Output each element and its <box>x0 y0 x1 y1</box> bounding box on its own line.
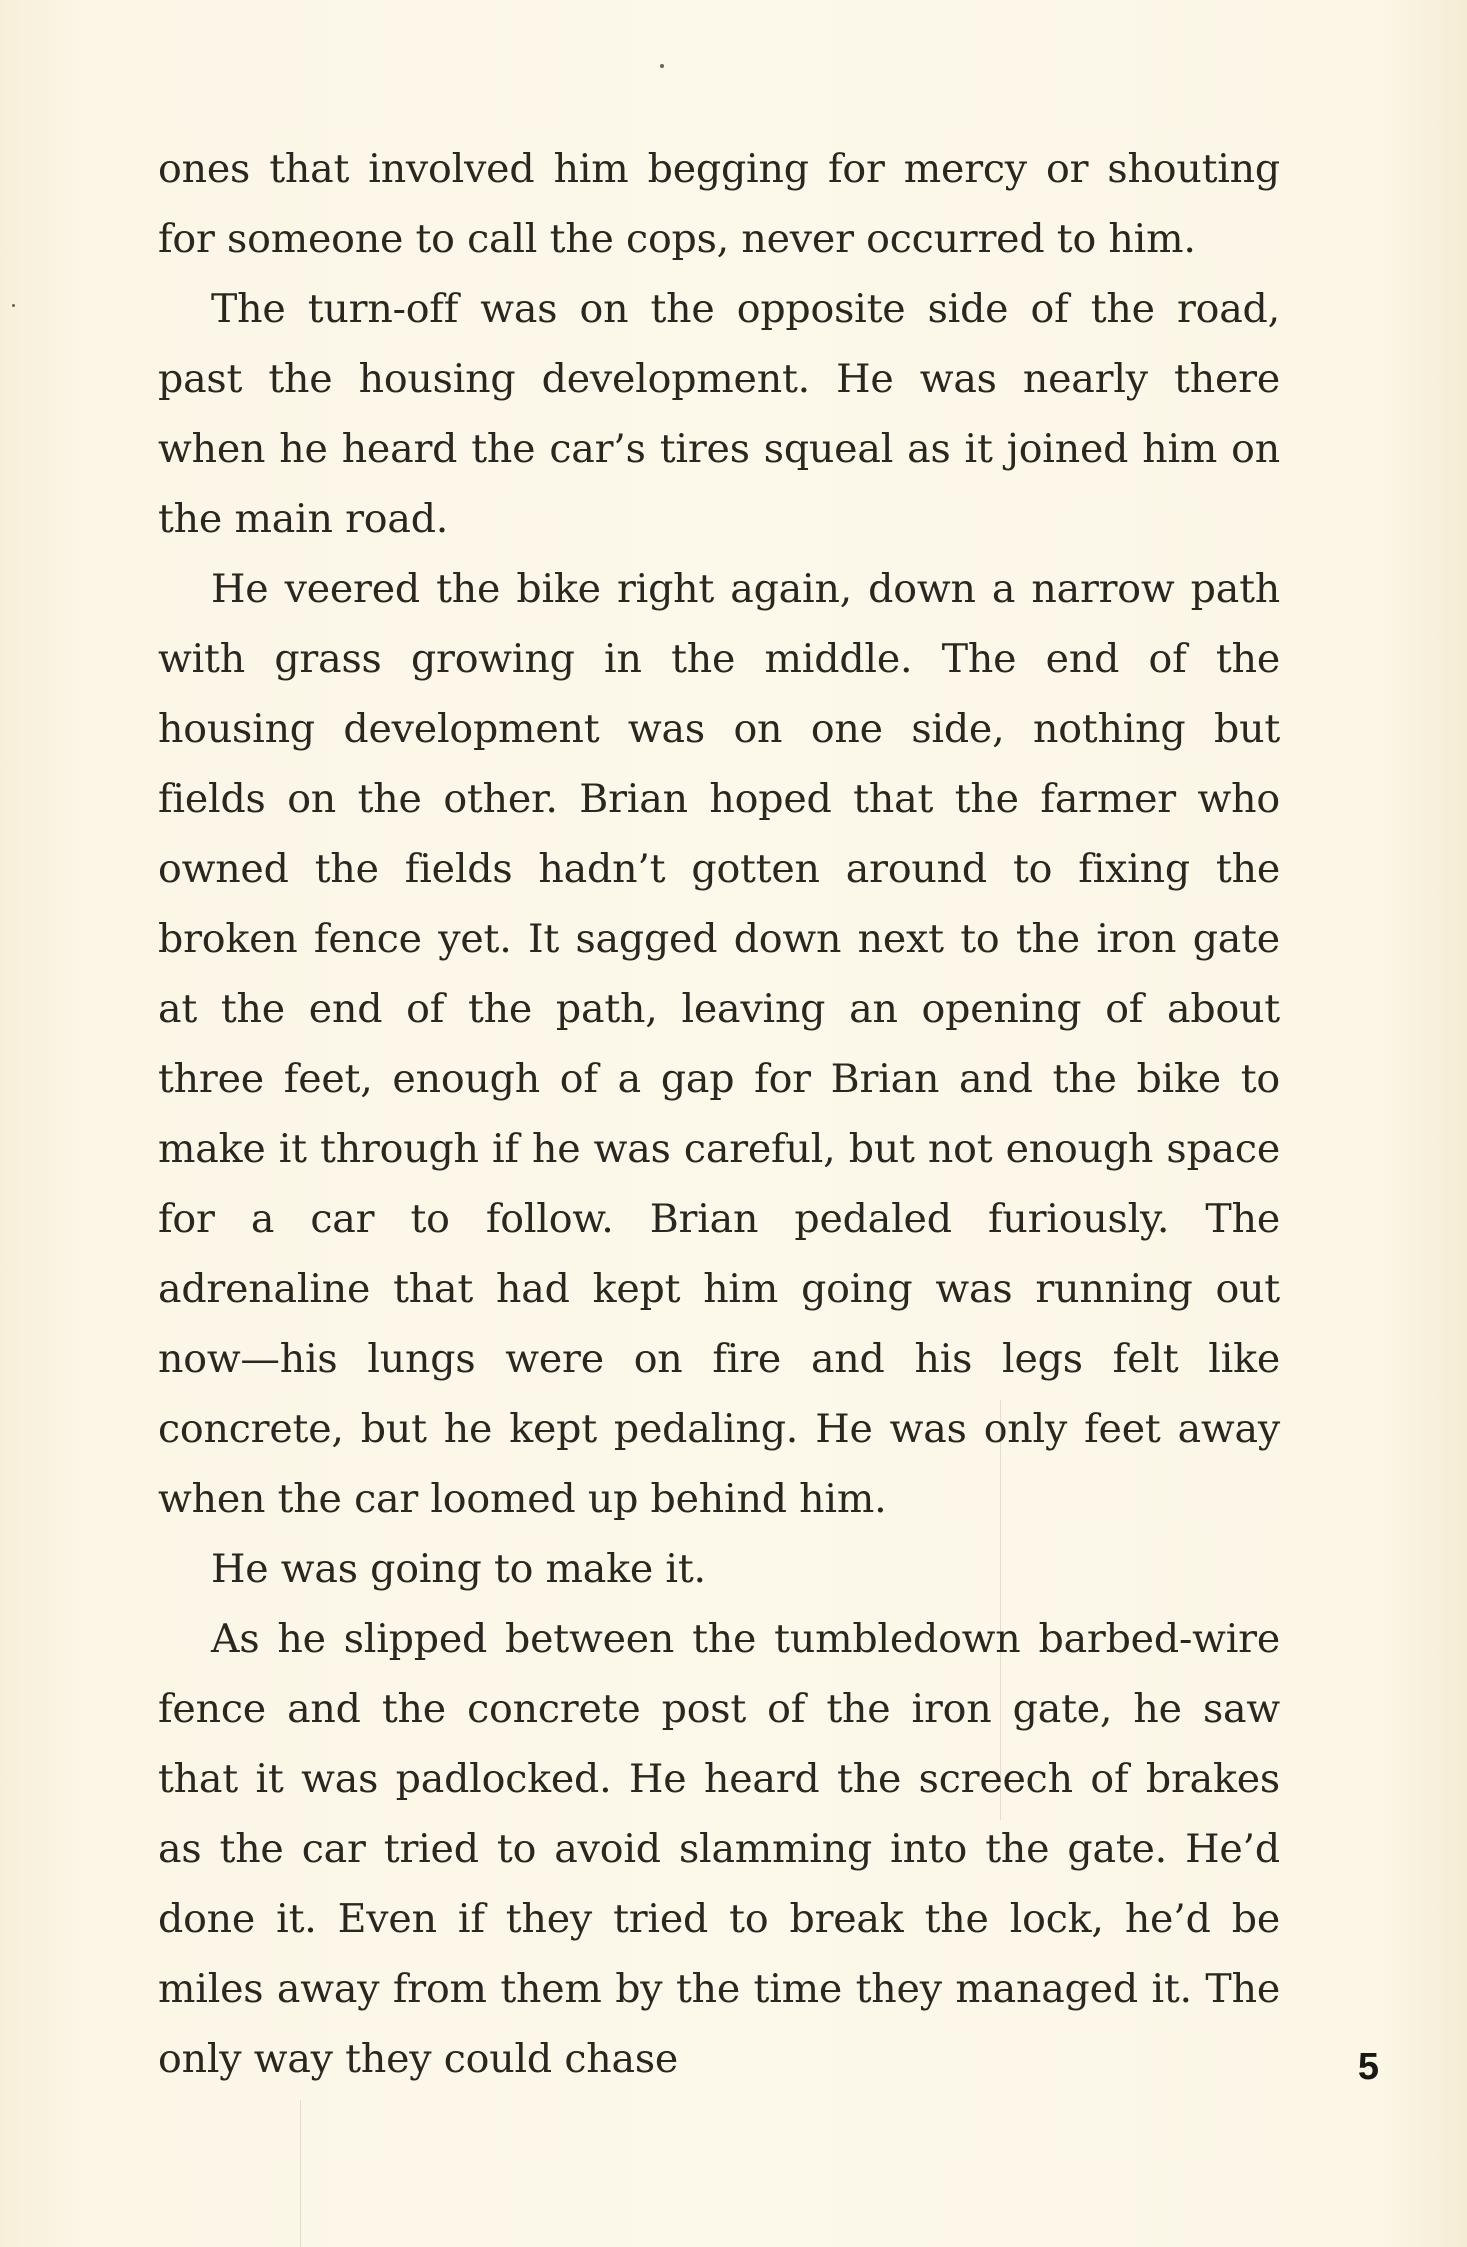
paragraph: He was going to make it. <box>211 1546 706 1592</box>
paper-speck <box>12 304 15 307</box>
page-number: 5 <box>1357 2046 1379 2088</box>
paragraph: He veered the bike right again, down a narrow path with grass growing in the middle. The end of the housing development was on one side, nothing but fields on the other. Brian hoped that the farmer who owned the fields hadn’t gotten around to fixing the broken fence yet. It sagged down next to the iron gate at the end of the path, leaving an opening of about three feet, enough of a gap for Brian and the bike to make it through if he was careful, but not enough space for a car to follow. Brian pedaled furiously. The adrenaline that had kept him going was running out now—his lungs were on fire and his legs felt like concrete, but he kept pedaling. He was only feet away when the car loomed up behind him. <box>158 566 1280 1522</box>
paragraph-continuation: ones that involved him begging for mercy or shouting for someone to call the cops, never occurred to him. <box>158 146 1280 262</box>
paper-speck <box>660 64 664 68</box>
paragraph: As he slipped between the tumbledown barbed-wire fence and the concrete post of the iron gate, he saw that it was padlocked. He heard the screech of brakes as the car tried to avoid slamming into the gate. He’d done it. Even if they tried to break the lock, he’d be miles away from them by the time they managed it. The only way they could chase <box>158 1616 1280 2082</box>
body-text <box>158 134 1280 2094</box>
paragraph: The turn-off was on the opposite side of the road, past the housing development. He was nearly there when he heard the car’s tires squeal as it joined him on the main road. <box>158 286 1280 542</box>
paper-crease-mark <box>300 2100 301 2247</box>
